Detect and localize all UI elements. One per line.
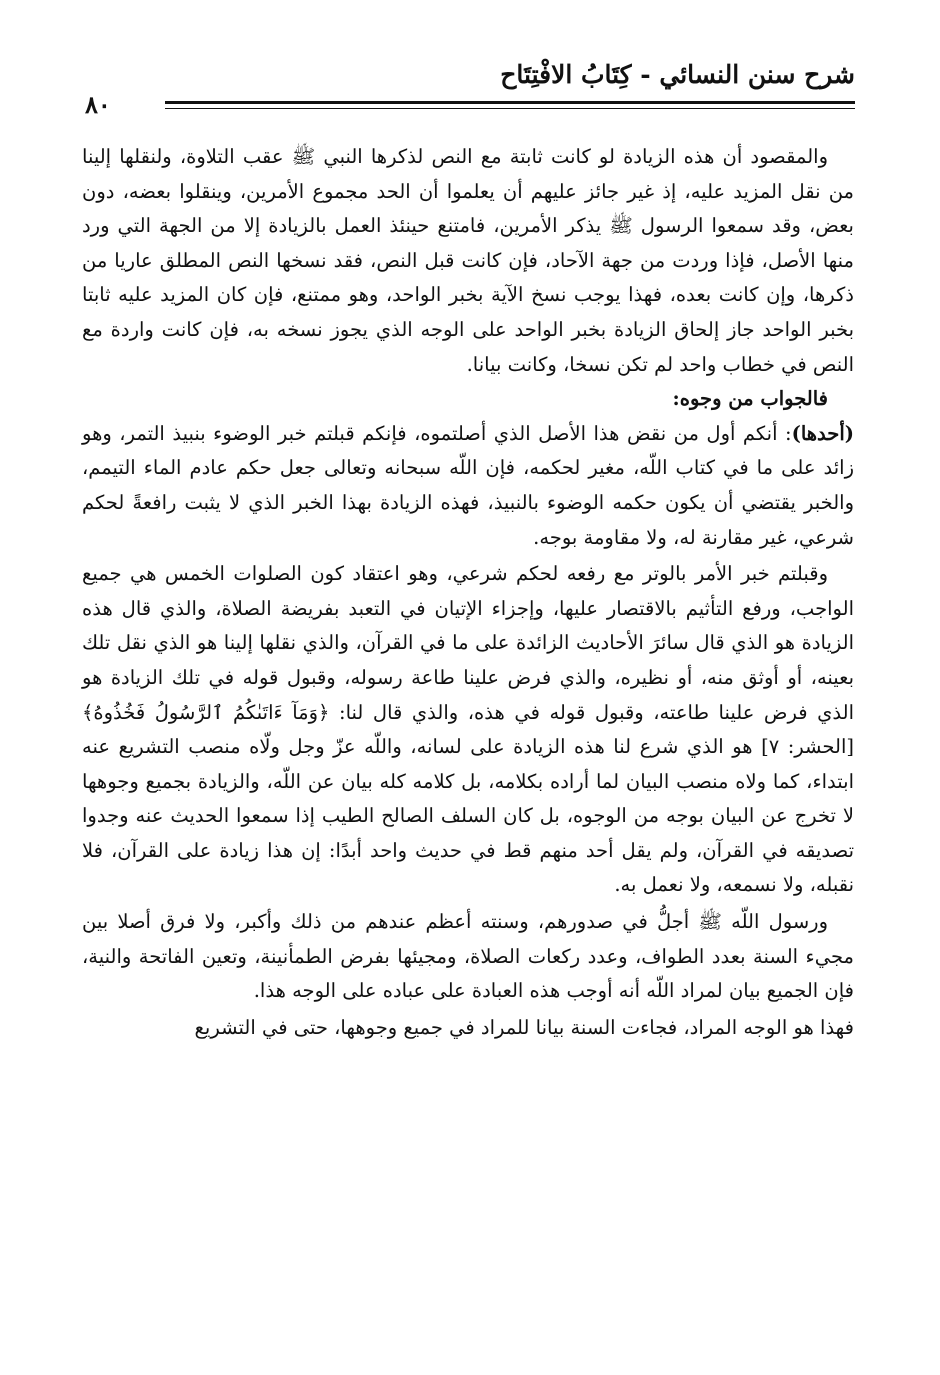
paragraph-2-lead: (أحدها) [791,421,854,445]
paragraph-5: فهذا هو الوجه المراد، فجاءت السنة بيانا للمراد في جميع وجوهها، حتى في التشريع [194,1015,854,1039]
paragraph-3: وقبلتم خبر الأمر بالوتر مع رفعه لحكم شرعي، وهو اعتقاد كون الصلوات الخمس هي جميع الواجب، ورفع التأثيم بالاقتصار عليها، وإجزاء الإتيان في التعبد بفريضة الصلاة، والذي قال هذه الزيادة هو الذي قال سائرَ الأحاديث الزائدة على ما في القرآن، والذي نقلها إلينا هو الذي نقل تلك بعينه، أو أوثق منه، أو نظيره، والذي فرض علينا طاعة رسوله، وقبول قوله في تلك الزيادة هو الذي فرض علينا طاعته، وقبول قوله في هذه، والذي قال لنا: ﴿وَمَآ ءَاتَىٰكُمُ ٱلرَّسُولُ فَخُذُوهُ﴾ [الحشر: ٧] هو الذي شرع لنا هذه الزيادة على لسانه، واللّه عزّ وجل ولّاه منصب التشريع عنه ابتداء، كما ولاه منصب البيان لما أراده بكلامه، بل كلامه كله بيان عن اللّه، والزيادة بجميع وجوهها لا تخرج عن البيان بوجه من الوجوه، بل كان السلف الصالح الطيب إذا سمعوا الحديث عنه وجدوا تصديقه في القرآن، ولم يقل أحد منهم قط في حديث واحد أبدًا: إن هذا زيادة على القرآن، فلا نقبله، ولا نسمعه، ولا نعمل به. [82,562,854,897]
answer-heading: فالجواب من وجوه: [672,387,828,411]
page-number: ٨٠ [85,90,111,119]
body-text [82,140,854,1045]
paragraph-2 [82,417,854,555]
page-header [85,60,855,122]
header-rule-thin [165,108,855,109]
paragraph-4: ورسول اللّه ﷺ أجلُّ في صدورهم، وسنته أعظم عندهم من ذلك وأكبر، ولا فرق أصلا بين مجيء السنة بعدد الطواف، وعدد ركعات الصلاة، ومجيئها بفرض الطمأنينة، وتعين الفاتحة والنية، فإن الجميع بيان لمراد اللّه أنه أوجب هذه العبادة على عباده على الوجه هذا. [82,910,854,1003]
paragraph-1: والمقصود أن هذه الزيادة لو كانت ثابتة مع النص لذكرها النبي ﷺ عقب التلاوة، ولنقلها إلينا من نقل المزيد عليه، إذ غير جائز عليهم أن يعلموا أن الحد مجموع الأمرين، وينقلوا بعضه، دون بعض، وقد سمعوا الرسول ﷺ يذكر الأمرين، فامتنع حينئذ العمل بالزيادة إلا من الجهة التي ورد منها الأصل، فإذا وردت من جهة الآحاد، فإن كانت قبل النص، فقد نسخها النص المطلق عاريا من ذكرها، وإن كانت بعده، فهذا يوجب نسخ الآية بخبر الواحد، وهو ممتنع، فإن كان المزيد عليه ثابتا بخبر الواحد جاز إلحاق الزيادة بخبر الواحد على الوجه الذي يجوز نسخه به، فإن كانت واردة مع النص في خطاب واحد لم تكن نسخا، وكانت بيانا. [82,145,854,376]
running-title: شرح سنن النسائي - كِتَابُ الافْتِتَاح [500,60,855,89]
header-rule-thick [165,101,855,104]
paragraph-2-text: : أنكم أول من نقض هذا الأصل الذي أصلتموه، فإنكم قبلتم خبر الوضوء بنبيذ التمر، وهو زائد على ما في كتاب اللّه، مغير لحكمه، فإن اللّه سبحانه وتعالى جعل حكم عادم الماء التيمم، والخبر يقتضي أن يكون حكمه الوضوء بالنبيذ، فهذه الزيادة بهذا الخبر الذي لا يثبت رافعةً لحكم شرعي، غير مقارنة له، ولا مقاومة بوجه. [82,421,854,549]
